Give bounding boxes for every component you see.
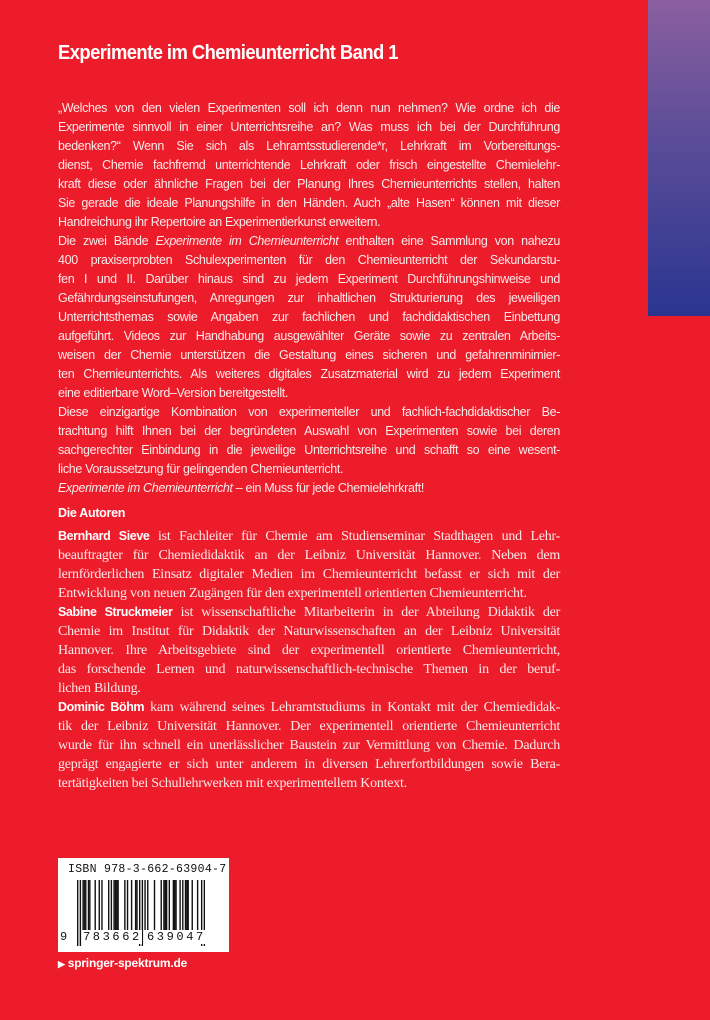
text-segment: Chemie im Institut für Didaktik der Naturwissenschaften an der Leibniz Universität xyxy=(58,624,560,639)
barcode-bar xyxy=(80,880,81,946)
text-segment: ten Chemieunterrichts. Als weiteres digitales Zusatzmaterial wird zu jedem Experiment xyxy=(58,367,560,381)
text-segment: Unterrichtsthemas sowie Angaben zur fachlichen und fachdidaktischen Einbettung xyxy=(58,310,560,324)
barcode-bar xyxy=(142,880,143,946)
text-line xyxy=(58,774,560,793)
text-line xyxy=(58,736,560,755)
publisher-link[interactable] xyxy=(58,956,187,970)
barcode-bar xyxy=(197,880,198,930)
text-segment: lernförderlichen Einsatz digitaler Medien im Chemieunterricht befasst er sich mit der xyxy=(58,567,560,582)
text-segment: dienst, Chemie fachfremd unterrichtende Lehrkraft oder frisch eingestellte Chemielehr- xyxy=(58,158,560,172)
text-line xyxy=(58,622,560,641)
text-line xyxy=(58,422,560,441)
barcode-bar xyxy=(89,880,90,930)
text-line xyxy=(58,698,560,717)
text-segment: beauftragter für Chemiedidaktik an der Leibniz Universität Hannover. Neben dem xyxy=(58,548,560,563)
barcode-bar xyxy=(179,880,180,930)
text-line xyxy=(58,118,560,137)
text-segment: liche Voraussetzung für gelingenden Chemieunterricht. xyxy=(58,462,344,476)
text-line xyxy=(58,603,560,622)
text-segment: aufgeführt. Videos zur Handhabung ausgewählter Geräte sowie zu zentralen Arbeits- xyxy=(58,329,560,343)
text-line xyxy=(58,546,560,565)
text-segment: Die zwei Bände xyxy=(58,234,156,248)
barcode-bar xyxy=(173,880,174,930)
text-line xyxy=(58,270,560,289)
barcode-bar xyxy=(108,880,109,930)
text-line xyxy=(58,479,560,498)
text-segment: Diese einzigartige Kombination von experimenteller und fachlich-fachdidaktischer Be- xyxy=(58,405,560,419)
text-line xyxy=(58,194,560,213)
text-segment: sachgerechter Einbindung in die jeweilige Unterrichtsreihe und schafft so eine wesent- xyxy=(58,443,560,457)
barcode-digit-first: 9 xyxy=(60,930,70,944)
barcode-bar xyxy=(185,880,186,930)
play-triangle-icon: ▶ xyxy=(58,959,65,969)
text-line xyxy=(58,641,560,660)
text-line xyxy=(58,565,560,584)
text-segment: wurde für ihn schnell ein unerlässlicher Baustein zur Vermittlung von Chemie. Dadurch xyxy=(58,738,560,753)
text-line xyxy=(58,460,560,479)
text-line xyxy=(58,679,560,698)
author-name: Sabine Struckmeier xyxy=(58,605,173,619)
book-title: Experimente im Chemieunterricht Band 1 xyxy=(58,42,398,64)
text-segment: trachtung hilft Ihnen bei der begründeten Auswahl von Experimenten sowie bei deren xyxy=(58,424,560,438)
text-line xyxy=(58,327,560,346)
text-line xyxy=(58,755,560,774)
text-line xyxy=(58,403,560,422)
author-name: Dominic Böhm xyxy=(58,700,145,714)
barcode-bar xyxy=(101,880,102,930)
barcode-bar xyxy=(111,880,112,930)
barcode-bar xyxy=(113,880,114,930)
text-line xyxy=(58,346,560,365)
text-segment: kraft diese oder ähnliche Fragen bei der Planung Ihres Chemieunterrichts stellen, halten xyxy=(58,177,560,191)
text-line xyxy=(58,156,560,175)
text-segment: Sie gerade die ideale Planungshilfe in den Händen. Auch „alte Hasen“ können mit dieser xyxy=(58,196,560,210)
barcode-bar xyxy=(136,880,137,930)
barcode-bar xyxy=(116,880,117,930)
barcode-bar xyxy=(175,880,176,930)
text-line xyxy=(58,384,560,403)
barcode-digits-right: 639047 xyxy=(147,930,206,944)
text-segment: fen I und II. Darüber hinaus sind zu jedem Experiment Durchführungshinweise und xyxy=(58,272,560,286)
barcode-bar xyxy=(85,880,86,930)
authors-heading: Die Autoren xyxy=(58,506,126,520)
text-segment: Handreichung ihr Repertoire an Experimentierkunst erweitern. xyxy=(58,215,381,229)
barcode-bar xyxy=(163,880,164,930)
text-segment: Experimente sinnvoll in einer Unterrichtsreihe an? Was muss ich bei der Durchführung xyxy=(58,120,560,134)
italic-title: Experimente im Chemieunterricht xyxy=(155,234,339,248)
barcode-bar xyxy=(187,880,188,930)
barcode-bar xyxy=(135,880,136,930)
barcode-bar xyxy=(161,880,162,930)
isbn-label: ISBN 978-3-662-63904-7 xyxy=(68,863,227,876)
barcode-bar xyxy=(117,880,118,930)
barcode-bar xyxy=(166,880,167,930)
barcode-bar xyxy=(95,880,96,930)
text-line xyxy=(58,717,560,736)
text-segment: 400 praxiserprobten Schulexperimenten für den Chemieunterricht der Sekundarstu- xyxy=(58,253,560,267)
barcode-bar xyxy=(174,880,175,930)
barcode-bar xyxy=(131,880,132,930)
text-segment: kam während seines Lehramtstudiums in Kontakt mit der Chemiedidak- xyxy=(144,700,560,715)
barcode-bar xyxy=(84,880,85,930)
text-segment: Gefährdungseinstufungen, Anregungen zur inhaltlichen Strukturierung des jeweiligen xyxy=(58,291,560,305)
blurb-text xyxy=(58,99,560,498)
text-line xyxy=(58,213,560,232)
cover-color-stripe xyxy=(648,0,710,316)
barcode-bar xyxy=(88,880,89,930)
barcode-bar xyxy=(144,880,145,930)
isbn-barcode xyxy=(58,858,229,952)
barcode-bar xyxy=(169,880,170,930)
text-segment: ist wissenschaftliche Mitarbeiterin in der Abteilung Didaktik der xyxy=(172,605,560,620)
barcode-bar xyxy=(165,880,166,930)
text-line xyxy=(58,137,560,156)
text-segment: lichen Bildung. xyxy=(58,681,141,696)
text-line xyxy=(58,175,560,194)
text-segment: – ein Muss für jede Chemielehrkraft! xyxy=(232,481,424,495)
barcode-bar xyxy=(124,880,125,930)
text-segment: Hannover. Ihre Arbeitsgebiete sind der experimentell orientierte Chemieunterricht, xyxy=(58,643,560,658)
text-segment: Entwicklung von neuen Zugängen für den experimentell orientierten Chemieunterricht. xyxy=(58,586,527,601)
text-line xyxy=(58,441,560,460)
text-line xyxy=(58,660,560,679)
text-segment: tik der Leibniz Universität Hannover. Der experimentell orientierte Chemieunterricht xyxy=(58,719,560,734)
text-segment: das forschende Lernen und naturwissenschaftlich-technische Themen in der beruf- xyxy=(58,662,560,677)
barcode-bar xyxy=(99,880,100,930)
publisher-url[interactable]: springer-spektrum.de xyxy=(67,956,188,970)
text-segment: bedenken?“ Wenn Sie sich als Lehramtsstudierende*r, Lehrkraft im Vorbereitungs- xyxy=(58,139,560,153)
barcode-bar xyxy=(82,880,83,930)
text-line xyxy=(58,527,560,546)
barcode-bar xyxy=(192,880,193,930)
authors-bios xyxy=(58,527,560,793)
text-line xyxy=(58,365,560,384)
barcode-bar xyxy=(147,880,148,930)
text-line xyxy=(58,584,560,603)
text-line xyxy=(58,99,560,118)
author-name: Bernhard Sieve xyxy=(58,529,150,543)
barcode-bar xyxy=(115,880,116,930)
text-segment: „Welches von den vielen Experimenten soll ich denn nun nehmen? Wie ordne ich die xyxy=(58,101,560,115)
barcode-bar xyxy=(77,880,78,946)
text-line xyxy=(58,308,560,327)
barcode-bar xyxy=(127,880,128,930)
italic-title: Experimente im Chemieunterricht xyxy=(58,481,233,495)
text-segment: geprägt engagierte er sich unter anderem in diversen Lehrerfortbildungen sowie Bera- xyxy=(58,757,560,772)
barcode-bar xyxy=(154,880,155,930)
text-segment: eine editierbare Word–Version bereitgestellt. xyxy=(58,386,288,400)
barcode-bar xyxy=(186,880,187,930)
barcode-digits-left: 783662 xyxy=(83,930,142,944)
text-segment: weisen der Chemie unterstützen die Gestaltung eines sicheren und gefahrenminimier- xyxy=(58,348,560,362)
text-segment: ist Fachleiter für Chemie am Studienseminar Stadthagen und Lehr- xyxy=(149,529,560,544)
barcode-bar xyxy=(182,880,183,930)
text-segment: enthalten eine Sammlung von nahezu xyxy=(338,234,560,248)
text-line xyxy=(58,289,560,308)
text-segment: tertätigkeiten bei Schullehrwerken mit experimentellem Kontext. xyxy=(58,776,407,791)
text-line xyxy=(58,251,560,270)
text-line xyxy=(58,232,560,251)
